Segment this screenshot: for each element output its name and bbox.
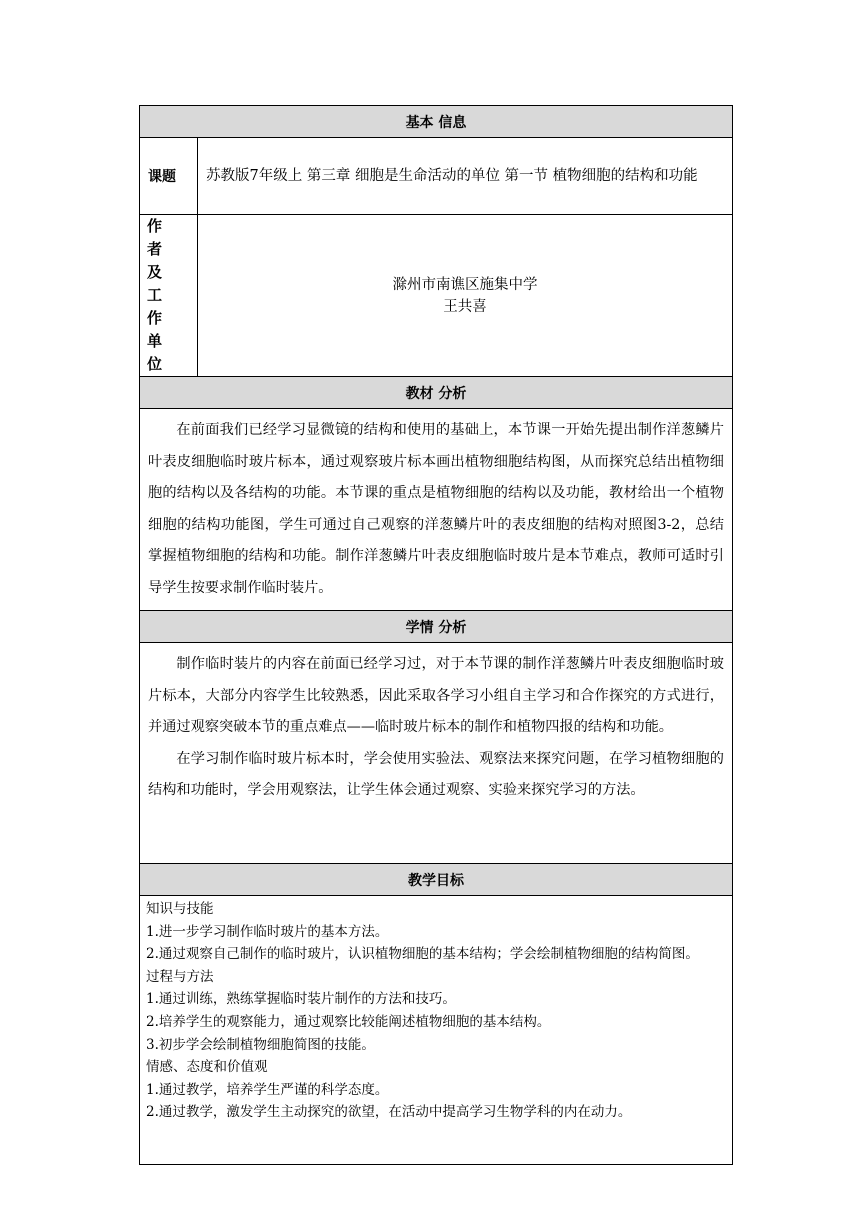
textbook-analysis-row: [140, 409, 733, 611]
goals-section-knowledge: 知识与技能: [146, 901, 214, 917]
author-label-line-4: 位: [147, 355, 175, 373]
teaching-goals-cell: [140, 896, 733, 1165]
goals-section-emotion: 情感、态度和价值观: [146, 1059, 268, 1076]
author-row: [140, 215, 733, 377]
student-analysis-header-row: [140, 611, 733, 643]
student-analysis-cell: [140, 643, 733, 864]
basic-info-header: 基本 信息: [140, 106, 733, 138]
textbook-analysis-cell: [140, 409, 733, 611]
goals-item: 1.进一步学习制作临时玻片的基本方法。: [146, 923, 389, 940]
goals-item: 1.通过训练，熟练掌握临时装片制作的方法和技巧。: [146, 991, 456, 1008]
author-label-line-3: 作 单: [147, 309, 175, 350]
goals-section-process: 过程与方法: [146, 968, 214, 985]
lesson-plan-table: [139, 105, 733, 1165]
student-analysis-paragraph-2: 在学习制作临时玻片标本时，学会使用实验法、观察法来探究问题，在学习植物细胞的结构和功能时，学会用观察法，让学生体会通过观察、实验来探究学习的方法。: [148, 750, 724, 798]
teaching-goals-header-row: [140, 864, 733, 896]
author-info: [198, 215, 733, 377]
goals-item: 2.通过观察自己制作的临时玻片，认识植物细胞的基本结构；学会绘制植物细胞的结构简图。: [146, 946, 699, 963]
author-label-line-2: 及 工: [147, 263, 175, 304]
author-label-line-1: 作 者: [147, 217, 175, 258]
student-analysis-header: 学情 分析: [140, 611, 733, 643]
textbook-analysis-header: 教材 分析: [140, 377, 733, 409]
author-label: [140, 215, 198, 377]
goals-item: 3.初步学会绘制植物细胞简图的技能。: [146, 1036, 375, 1053]
textbook-analysis-header-row: [140, 377, 733, 409]
teaching-goals-row: [140, 896, 733, 1165]
student-analysis-paragraph-1: 制作临时装片的内容在前面已经学习过，对于本节课的制作洋葱鳞片叶表皮细胞临时玻片标本，大部分内容学生比较熟悉，因此采取各学习小组自主学习和合作探究的方式进行，并通过观察突破本节的重点难点——临时玻片标本的制作和植物四报的结构和功能。: [148, 656, 724, 735]
teaching-goals-header: 教学目标: [140, 864, 733, 896]
topic-label: 课题: [140, 138, 198, 215]
author-school: 滁州市南谯区施集中学: [392, 276, 538, 293]
topic-value: 苏教版7年级上 第三章 细胞是生命活动的单位 第一节 植物细胞的结构和功能: [198, 138, 733, 215]
student-analysis-row: [140, 643, 733, 864]
goals-item: 1.通过教学，培养学生严谨的科学态度。: [146, 1081, 389, 1098]
basic-info-header-row: [140, 106, 733, 138]
author-name: 王共喜: [443, 298, 487, 315]
goals-item: 2.培养学生的观察能力，通过观察比较能阐述植物细胞的基本结构。: [146, 1013, 551, 1030]
goals-item: 2.通过教学，激发学生主动探究的欲望，在活动中提高学习生物学科的内在动力。: [146, 1104, 632, 1121]
topic-row: [140, 138, 733, 215]
textbook-analysis-paragraph: 在前面我们已经学习显微镜的结构和使用的基础上，本节课一开始先提出制作洋葱鳞片叶表皮细胞临时玻片标本，通过观察玻片标本画出植物细胞结构图，从而探究总结出植物细胞的结构以及各结构的功能。本节课的重点是植物细胞的结构以及功能，教材给出一个植物细胞的结构功能图，学生可通过自己观察的洋葱鳞片叶的表皮细胞的结构对照图3-2，总结掌握植物细胞的结构和功能。制作洋葱鳞片叶表皮细胞临时玻片是本节难点，教师可适时引导学生按要求制作临时装片。: [148, 422, 724, 596]
